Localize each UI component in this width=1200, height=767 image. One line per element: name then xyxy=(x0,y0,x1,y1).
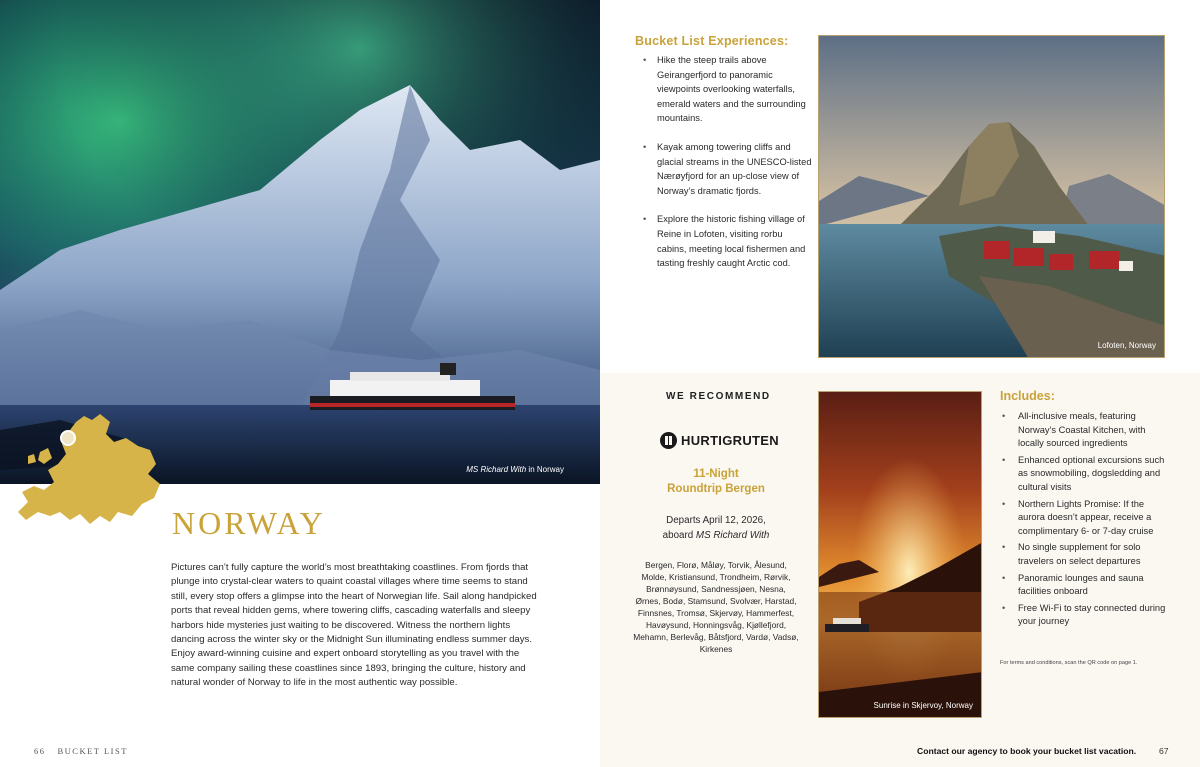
sunrise-photo xyxy=(818,391,982,718)
experiences-list xyxy=(643,53,813,285)
left-page-number: 66 xyxy=(34,746,46,756)
includes-heading: Includes: xyxy=(1000,389,1055,403)
right-page xyxy=(600,0,1200,767)
page-title: NORWAY xyxy=(172,505,326,541)
left-folio xyxy=(34,746,140,756)
contact-line: Contact our agency to book your bucket list vacation. xyxy=(917,746,1137,756)
cruise-title-line2: Roundtrip Bergen xyxy=(667,483,765,495)
terms-note: For terms and conditions, scan the QR code on page 1. xyxy=(1000,660,1138,666)
experience-item: • Kayak among towering cliffs and glacial streams in the UNESCO-listed Nærøyfjord for an up-close view of Norway’s dramatic fjords. xyxy=(643,140,813,198)
intro-paragraph: Pictures can’t fully capture the world’s most breathtaking coastlines. From fjords that plunge into crystal-clear waters to quaint coastal villages where time seems to stand still, every stop offers a glimpse into the heart of Norwegian life. Sail along handpicked ports that reveal hidden gems, where towering cliffs, cascading waterfalls and sleepy harbors hide mysteries just waiting to be discovered. Witness the northern lights dancing across the winter sky or the Midnight Sun illuminating endless summer days. Enjoy award-winning cuisine and expert onboard storytelling as you travel with the same company sailing these coastlines since 1893, bringing the culture, history and natural wonder of Norway to life in the most authentic way possible. xyxy=(171,562,537,689)
hurtigruten-logo xyxy=(660,431,779,449)
includes-item: • Enhanced optional excursions such as snowmobiling, dogsledding and cultural visits xyxy=(1000,454,1170,495)
includes-item: • No single supplement for solo travelers on select departures xyxy=(1000,541,1170,568)
lofoten-illustration xyxy=(819,36,1165,358)
includes-item: • Northern Lights Promise: If the aurora doesn’t appear, receive a complimentary 6- or 7-day cruise xyxy=(1000,498,1170,539)
includes-item: • All-inclusive meals, featuring Norway’s Coastal Kitchen, with locally sourced ingredients xyxy=(1000,410,1170,451)
section-label: BUCKET LIST xyxy=(57,746,128,756)
experiences-heading: Bucket List Experiences: xyxy=(635,34,789,48)
right-page-number: 67 xyxy=(1159,746,1169,756)
hero-caption: MS Richard With in Norway xyxy=(466,465,564,474)
departure-date: Departs April 12, 2026, xyxy=(666,515,766,526)
right-top-section xyxy=(600,0,1200,373)
experience-item: • Explore the historic fishing village of Reine in Lofoten, visiting rorbu cabins, meeting local fishermen and tasting freshly caught Arctic cod. xyxy=(643,212,813,270)
departure-info xyxy=(640,514,792,543)
brand-name: HURTIGRUTEN xyxy=(681,432,779,448)
sunrise-caption: Sunrise in Skjervoy, Norway xyxy=(873,701,973,710)
ship-name: MS Richard With xyxy=(695,529,770,541)
ports-list: Bergen, Florø, Måløy, Torvik, Ålesund, Molde, Kristiansund, Trondheim, Rørvik, Brønnøysund, Sandnessjøen, Nesna, Ørnes, Bodø, Stamsund, Svolvær, Harstad, Finnsnes, Tromsø, Skjervøy, Hammerfest, Havøysund, Honningsvåg, Kjøllefjord, Mehamn, Berlevåg, Båtsfjord, Vardø, Vadsø, Kirkenes xyxy=(633,560,799,654)
includes-item: • Panoramic lounges and sauna facilities onboard xyxy=(1000,572,1170,599)
includes-list xyxy=(1000,410,1170,632)
recommend-label: WE RECOMMEND xyxy=(666,391,771,402)
experience-item: • Hike the steep trails above Geirangerfjord to panoramic viewpoints overlooking waterfalls, emerald waters and the surrounding mountains. xyxy=(643,53,813,126)
includes-item: • Free Wi-Fi to stay connected during your journey xyxy=(1000,602,1170,629)
cruise-title xyxy=(640,467,792,497)
lofoten-caption: Lofoten, Norway xyxy=(1097,341,1156,350)
sunrise-illustration xyxy=(819,392,982,718)
departure-ship: aboard MS Richard With xyxy=(662,529,770,541)
lofoten-photo xyxy=(818,35,1165,358)
hurtigruten-logo-icon xyxy=(660,432,677,449)
cruise-title-line1: 11-Night xyxy=(693,468,739,480)
europe-map-icon xyxy=(14,412,164,532)
